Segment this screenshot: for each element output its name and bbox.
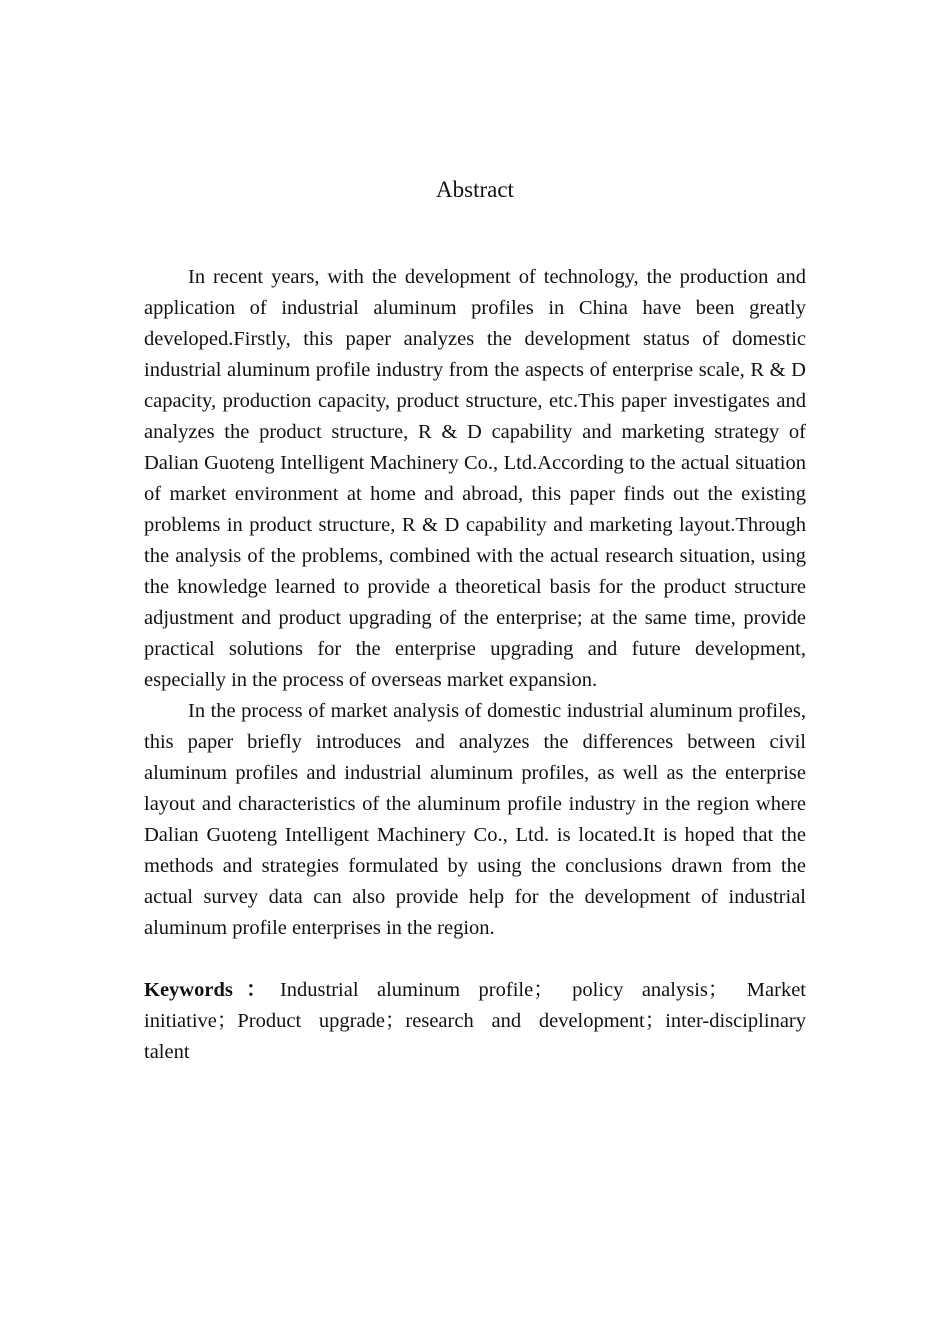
keywords-line (144, 975, 806, 1068)
abstract-body (144, 262, 806, 1068)
keywords-text: Industrial aluminum profile； policy analysis； Market initiative；Product upgrade；research and development；inter-disciplinary talent (144, 979, 807, 1063)
abstract-paragraph-1: In recent years, with the development of technology, the production and application of industrial aluminum profiles in China have been greatly developed.Firstly, this paper analyzes the development status of domestic industrial aluminum profile industry from the aspects of enterprise scale, R & D capacity, production capacity, product structure, etc.This paper investigates and analyzes the product structure, R & D capability and marketing strategy of Dalian Guoteng Intelligent Machinery Co., Ltd.According to the actual situation of market environment at home and abroad, this paper finds out the existing problems in product structure, R & D capability and marketing layout.Through the analysis of the problems, combined with the actual research situation, using the knowledge learned to provide a theoretical basis for the product structure adjustment and product upgrading of the enterprise; at the same time, provide practical solutions for the enterprise upgrading and future development, especially in the process of overseas market expansion. (144, 266, 806, 691)
abstract-paragraph-2: In the process of market analysis of domestic industrial aluminum profiles, this paper briefly introduces and analyzes the differences between civil aluminum profiles and industrial aluminum profiles, as well as the enterprise layout and characteristics of the aluminum profile industry in the region where Dalian Guoteng Intelligent Machinery Co., Ltd. is located.It is hoped that the methods and strategies formulated by using the conclusions drawn from the actual survey data can also provide help for the development of industrial aluminum profile enterprises in the region. (144, 700, 806, 939)
abstract-title: Abstract (436, 177, 514, 202)
keywords-label: Keywords： (144, 979, 280, 1001)
